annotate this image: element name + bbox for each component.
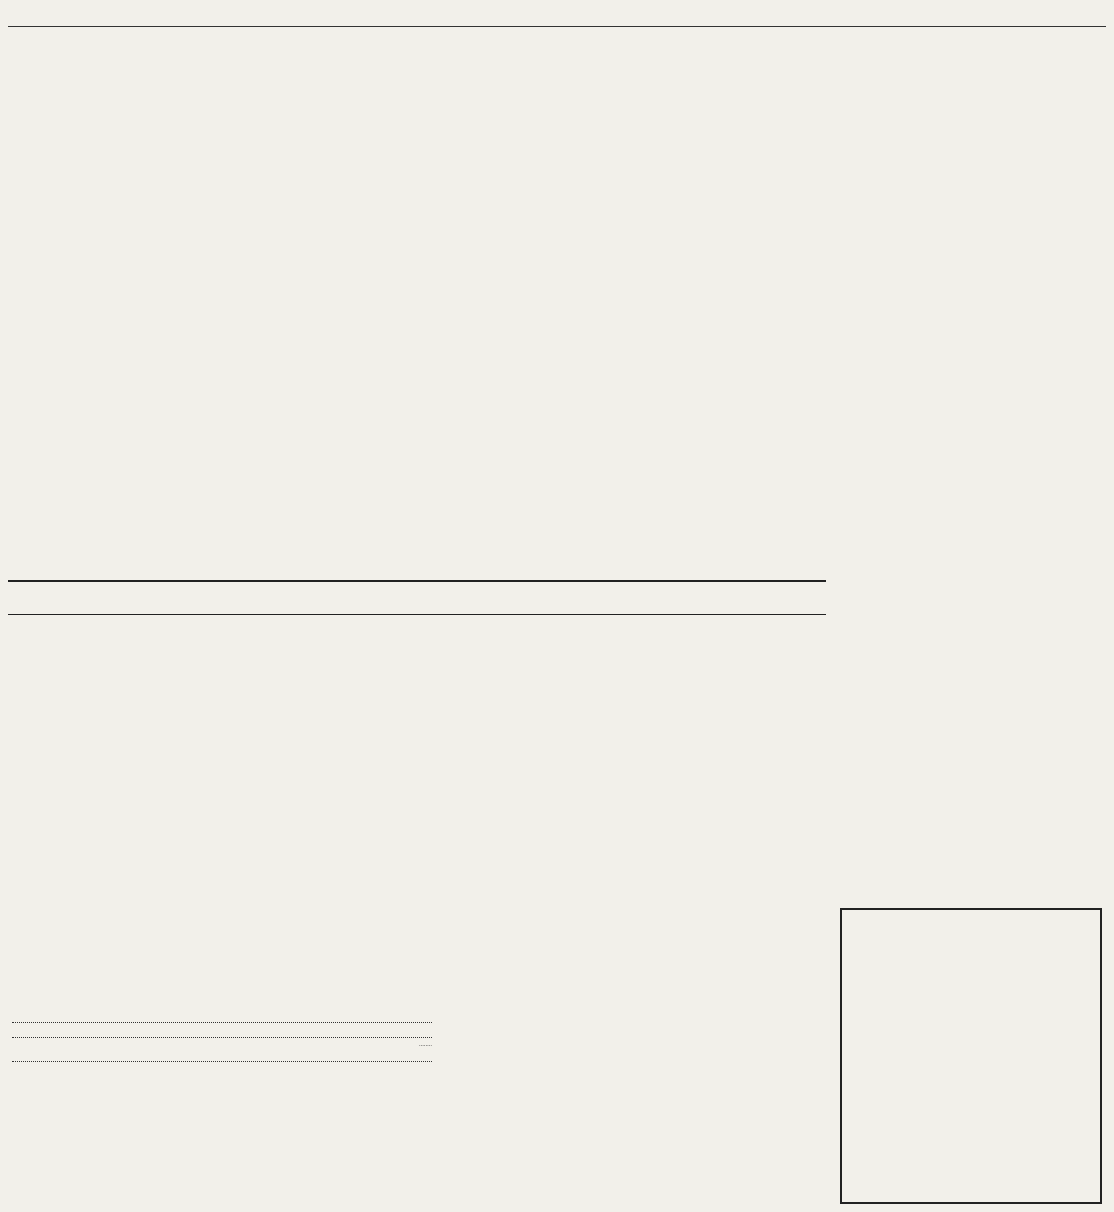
insurance-banner [8, 580, 826, 615]
name-line[interactable] [12, 1012, 432, 1023]
want-ads-box [840, 908, 1102, 1204]
masthead [0, 6, 1114, 24]
witness-line[interactable] [12, 1051, 432, 1062]
insurance-clauses [8, 614, 826, 1004]
signature-line[interactable] [12, 1027, 432, 1038]
masthead-rule [8, 26, 1106, 27]
order-form: ........ [12, 1010, 432, 1200]
